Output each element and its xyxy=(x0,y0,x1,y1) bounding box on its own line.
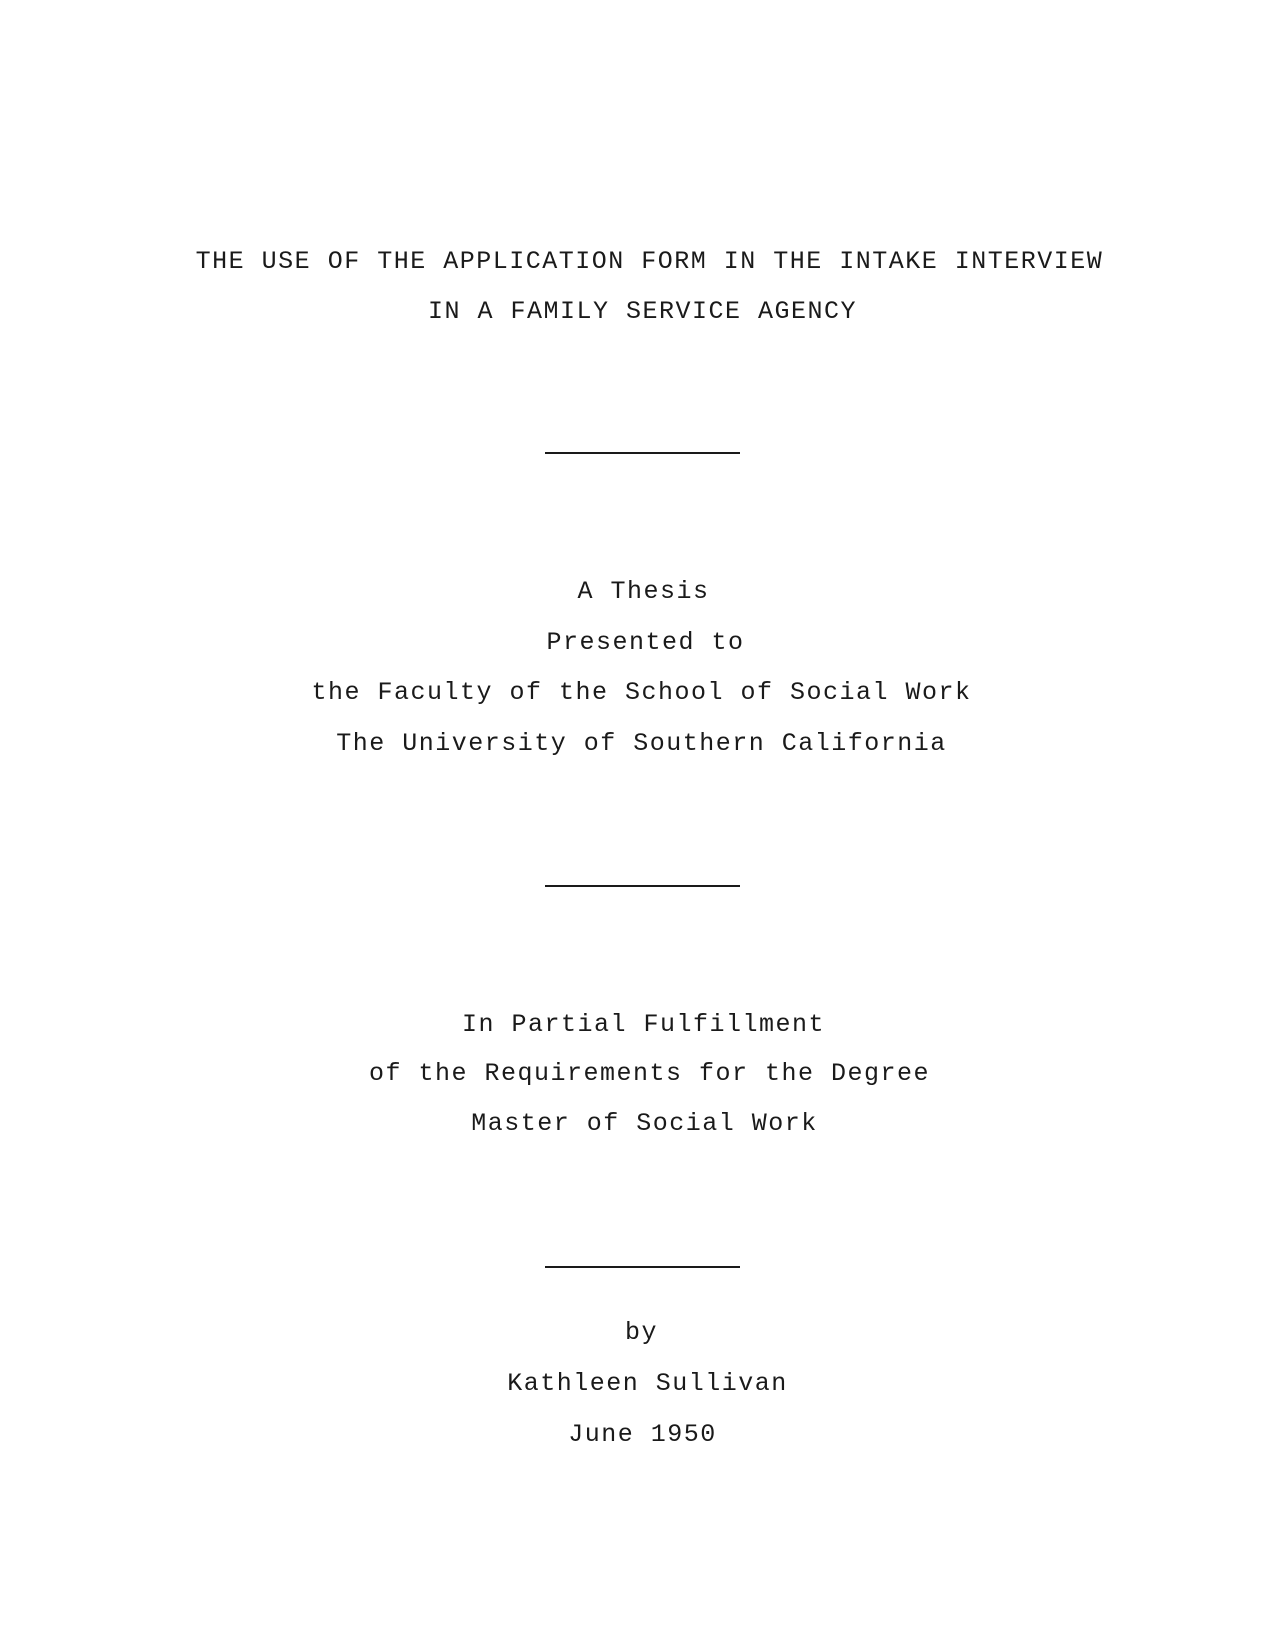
thesis-label: A Thesis xyxy=(577,577,710,606)
presented-to: Presented to xyxy=(546,628,745,657)
title-line-2: IN A FAMILY SERVICE AGENCY xyxy=(427,297,858,326)
fulfillment-line: In Partial Fulfillment xyxy=(461,1010,826,1039)
divider-rule-2 xyxy=(545,885,740,887)
divider-rule-1 xyxy=(545,452,740,454)
degree-line: Master of Social Work xyxy=(471,1109,818,1138)
divider-rule-3 xyxy=(545,1266,740,1268)
requirements-line: of the Requirements for the Degree xyxy=(368,1059,931,1088)
faculty-line: the Faculty of the School of Social Work xyxy=(311,678,972,707)
author-name: Kathleen Sullivan xyxy=(507,1369,788,1398)
by-label: by xyxy=(624,1318,658,1347)
university-line: The University of Southern California xyxy=(336,729,947,758)
title-line-1: THE USE OF THE APPLICATION FORM IN THE INTAKE INTERVIEW xyxy=(195,247,1104,276)
date-line: June 1950 xyxy=(568,1420,717,1449)
